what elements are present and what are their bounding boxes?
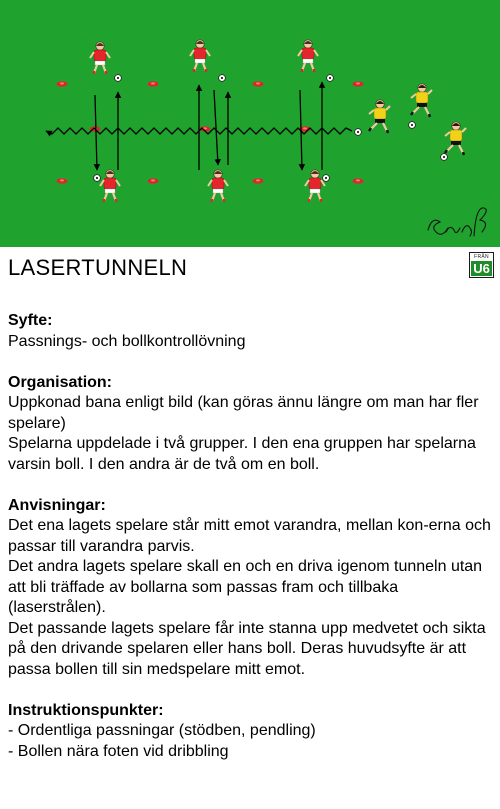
section-paragraph: - Ordentliga passningar (stödben, pendling)	[8, 722, 316, 739]
section-heading: Instruktionspunkter:	[8, 701, 164, 719]
drill-diagram	[0, 0, 500, 247]
age-badge-value: U6	[471, 261, 492, 276]
section-paragraph: Det andra lagets spelare skall en och en driva igenom tunneln utan att bli träffade av bollarna som passas fram och tillbaka (laserstrålen).	[8, 558, 483, 616]
document-body	[8, 311, 496, 783]
document-title: LASERTUNNELN	[8, 255, 188, 280]
section-paragraph: Det ena lagets spelare står mitt emot varandra, mellan kon-erna och passar till varandra parvis.	[8, 517, 491, 555]
section-paragraph: Uppkonad bana enligt bild (kan göras ännu längre om man har fler spelare)	[8, 394, 479, 432]
section-heading: Anvisningar:	[8, 496, 106, 514]
section-heading: Syfte:	[8, 312, 53, 329]
section-organisation	[8, 373, 496, 476]
section-paragraph: Det passande lagets spelare får inte stanna upp medvetet och sikta på den drivande spelaren eller hans boll. Deras huvudsyfte är att passa bollen till sin medspelare mitt emot.	[8, 619, 486, 678]
section-anvisningar	[8, 496, 496, 681]
section-paragraph: Spelarna uppdelade i två grupper. I den ena gruppen har spelarna varsin boll. I den andra är de två om en boll.	[8, 435, 476, 473]
section-instruktionspunkter	[8, 701, 496, 763]
section-syfte	[8, 311, 496, 352]
section-paragraph: - Bollen nära foten vid dribbling	[8, 742, 229, 760]
pitch	[0, 0, 500, 247]
age-badge	[469, 252, 494, 278]
section-paragraph: Passnings- och bollkontrollövning	[8, 332, 246, 350]
age-badge-label: FRÅN	[474, 254, 489, 260]
section-heading: Organisation:	[8, 373, 113, 391]
